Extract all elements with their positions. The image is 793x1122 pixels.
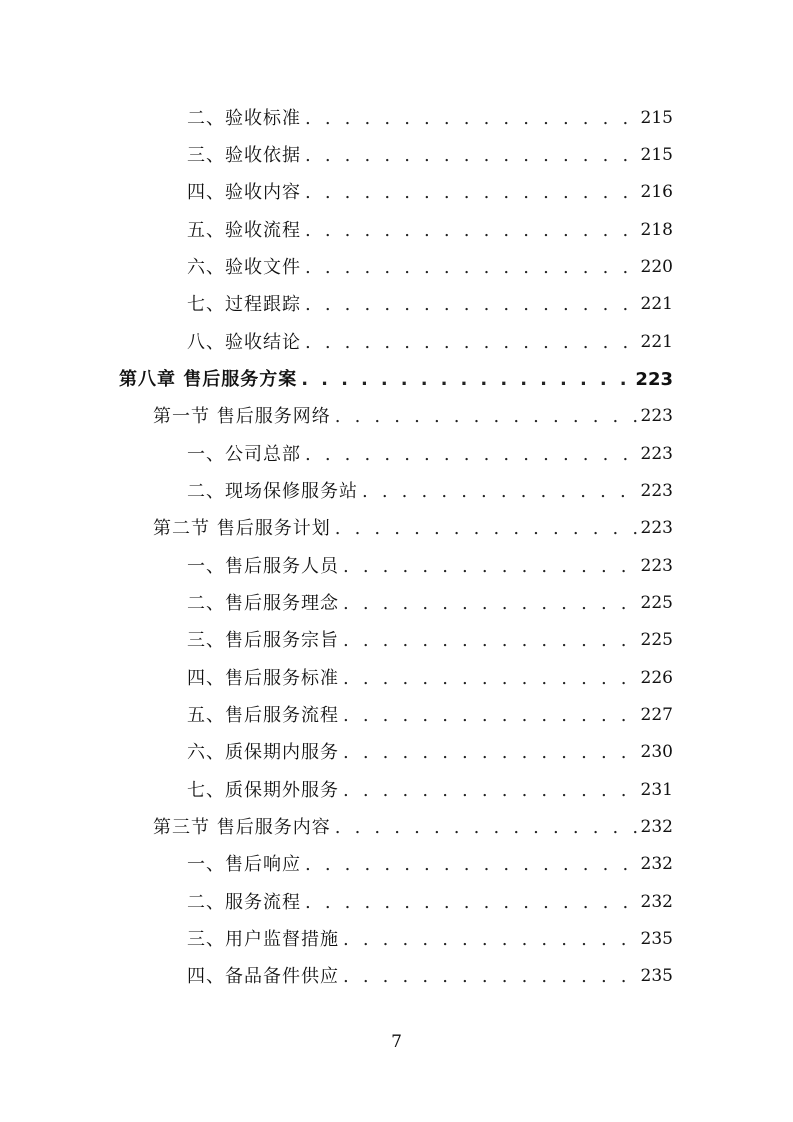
toc-entry[interactable]	[187, 846, 673, 883]
toc-entry-page: 221	[640, 332, 673, 352]
toc-section-entry[interactable]	[153, 398, 673, 435]
toc-entry-page: 223	[640, 481, 673, 501]
toc-entry-page: 220	[640, 257, 673, 277]
dot-leader	[339, 585, 641, 622]
toc-entry-title: 三、售后服务宗旨	[187, 630, 339, 651]
dot-leader	[339, 622, 641, 659]
toc-entry-page: 223	[640, 556, 673, 576]
toc-chapter-entry[interactable]	[119, 361, 673, 398]
toc-entry-page: 223	[640, 444, 673, 464]
dot-leader	[339, 958, 641, 995]
toc-entry-page: 223	[640, 406, 673, 426]
dot-leader	[301, 846, 641, 883]
toc-entry[interactable]	[187, 548, 673, 585]
toc-entry-title: 六、验收文件	[187, 257, 301, 278]
toc-entry[interactable]	[187, 324, 673, 361]
toc-entry[interactable]	[187, 697, 673, 734]
toc-entry[interactable]	[187, 249, 673, 286]
toc-entry-title: 二、验收标准	[187, 108, 301, 129]
toc-entry[interactable]	[187, 622, 673, 659]
toc-entry-title: 四、备品备件供应	[187, 966, 339, 987]
toc-entry[interactable]	[187, 174, 673, 211]
toc-entry[interactable]	[187, 958, 673, 995]
toc-entry-page: 223	[640, 518, 673, 538]
toc-entry-page: 221	[640, 294, 673, 314]
toc-entry[interactable]	[187, 286, 673, 323]
toc-section-entry[interactable]	[153, 809, 673, 846]
dot-leader	[301, 249, 641, 286]
toc-entry-page: 232	[640, 854, 673, 874]
toc-entry-title: 五、验收流程	[187, 220, 301, 241]
dot-leader	[301, 137, 641, 174]
toc-entry-title: 一、公司总部	[187, 444, 301, 465]
toc-entry-title: 二、售后服务理念	[187, 593, 339, 614]
toc-entry-title: 七、质保期外服务	[187, 780, 339, 801]
toc-entry-title: 四、验收内容	[187, 182, 301, 203]
toc-entry[interactable]	[187, 884, 673, 921]
dot-leader	[331, 398, 641, 435]
dot-leader	[339, 772, 641, 809]
dot-leader	[301, 324, 641, 361]
toc-entry-title: 八、验收结论	[187, 332, 301, 353]
toc-entry-page: 218	[640, 220, 673, 240]
dot-leader	[297, 361, 635, 398]
toc-entry[interactable]	[187, 137, 673, 174]
dot-leader	[301, 212, 641, 249]
toc-entry-title: 第三节 售后服务内容	[153, 817, 331, 838]
toc-entry[interactable]	[187, 473, 673, 510]
toc-entry-page: 216	[640, 182, 673, 202]
dot-leader	[339, 697, 641, 734]
toc-entry-title: 第一节 售后服务网络	[153, 406, 331, 427]
toc-entry[interactable]	[187, 100, 673, 137]
toc-entry-page: 223	[635, 369, 673, 390]
dot-leader	[339, 734, 641, 771]
toc-entry-page: 227	[640, 705, 673, 725]
dot-leader	[301, 436, 641, 473]
toc-entry[interactable]	[187, 772, 673, 809]
toc-entry-page: 231	[640, 780, 673, 800]
dot-leader	[358, 473, 641, 510]
dot-leader	[331, 809, 641, 846]
toc-entry-page: 232	[640, 892, 673, 912]
page-number: 7	[391, 1032, 402, 1052]
toc-entry-title: 三、用户监督措施	[187, 929, 339, 950]
toc-entry-page: 225	[640, 630, 673, 650]
toc-entry-title: 二、服务流程	[187, 892, 301, 913]
toc-entry-title: 二、现场保修服务站	[187, 481, 358, 502]
toc-entry-title: 六、质保期内服务	[187, 742, 339, 763]
toc-entry-title: 七、过程跟踪	[187, 294, 301, 315]
toc-entry-page: 225	[640, 593, 673, 613]
dot-leader	[301, 286, 641, 323]
dot-leader	[301, 884, 641, 921]
dot-leader	[301, 174, 641, 211]
toc-entry-title: 第八章 售后服务方案	[119, 369, 298, 390]
toc-entry[interactable]	[187, 436, 673, 473]
dot-leader	[301, 100, 641, 137]
toc-entry-page: 230	[640, 742, 673, 762]
dot-leader	[339, 660, 641, 697]
toc-section-entry[interactable]	[153, 510, 673, 547]
toc-entry-page: 226	[640, 668, 673, 688]
toc-entry[interactable]	[187, 921, 673, 958]
dot-leader	[339, 921, 641, 958]
toc-entry-title: 一、售后响应	[187, 854, 301, 875]
toc-entry-title: 三、验收依据	[187, 145, 301, 166]
toc-entry-title: 第二节 售后服务计划	[153, 518, 331, 539]
toc-entry-title: 四、售后服务标准	[187, 668, 339, 689]
toc-entry[interactable]	[187, 585, 673, 622]
dot-leader	[339, 548, 641, 585]
toc-entry-page: 235	[640, 929, 673, 949]
toc-entry-title: 一、售后服务人员	[187, 556, 339, 577]
toc-entry-page: 235	[640, 966, 673, 986]
toc-entry-page: 215	[640, 145, 673, 165]
toc-entry[interactable]	[187, 660, 673, 697]
dot-leader	[331, 510, 641, 547]
toc-entry-page: 232	[640, 817, 673, 837]
toc-entry-title: 五、售后服务流程	[187, 705, 339, 726]
toc-entry[interactable]	[187, 734, 673, 771]
toc-entry-page: 215	[640, 108, 673, 128]
toc-entry[interactable]	[187, 212, 673, 249]
